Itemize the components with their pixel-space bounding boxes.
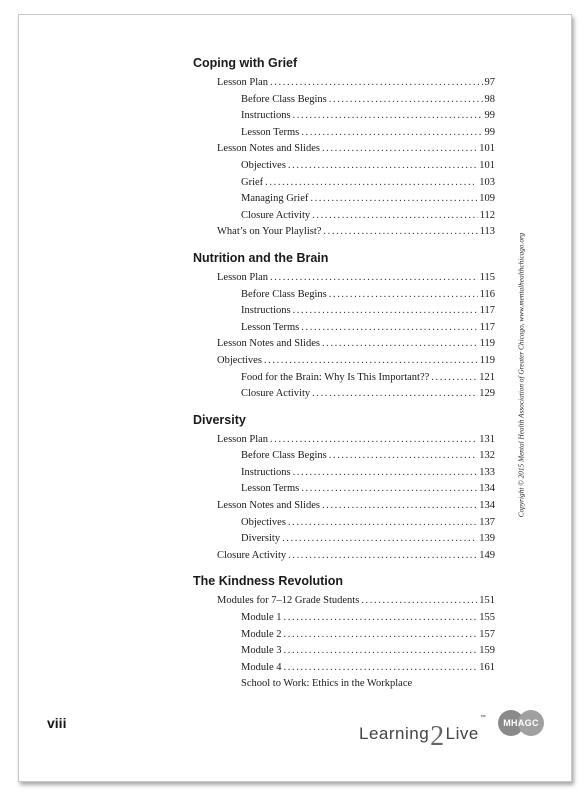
dot-leader bbox=[301, 320, 477, 337]
toc-entry bbox=[193, 353, 495, 370]
mhagc-logo bbox=[498, 709, 544, 737]
toc-entry-label: What’s on Your Playlist? bbox=[217, 226, 322, 238]
toc-entry-page: 137 bbox=[479, 516, 495, 528]
toc-entry-label: Lesson Terms bbox=[241, 126, 300, 138]
toc-entry-page: 99 bbox=[484, 126, 495, 138]
dot-leader bbox=[329, 287, 478, 304]
toc-entry bbox=[193, 303, 495, 320]
toc-entry-page: 113 bbox=[479, 226, 495, 238]
toc-entry-page: 109 bbox=[479, 193, 495, 205]
toc-entry-label: Module 4 bbox=[241, 661, 282, 673]
dot-leader bbox=[284, 660, 478, 677]
toc-entry-label: Objectives bbox=[217, 354, 262, 366]
dot-leader bbox=[284, 643, 478, 660]
toc-entry-page: 116 bbox=[479, 288, 495, 300]
toc-entry bbox=[193, 643, 495, 660]
toc-entry bbox=[193, 158, 495, 175]
dot-leader bbox=[323, 224, 477, 241]
dot-leader bbox=[270, 270, 478, 287]
table-of-contents bbox=[193, 55, 495, 702]
toc-entry-label: Food for the Brain: Why Is This Important?? bbox=[241, 371, 430, 383]
toc-entry-label: Closure Activity bbox=[241, 209, 311, 221]
toc-entry-label: Lesson Notes and Slides bbox=[217, 143, 320, 155]
dot-leader bbox=[301, 481, 477, 498]
mhagc-logo-text: MHAGC bbox=[503, 718, 539, 728]
toc-entry-page: 98 bbox=[484, 93, 495, 105]
dot-leader bbox=[361, 593, 477, 610]
dot-leader bbox=[312, 386, 477, 403]
toc-entry bbox=[193, 386, 495, 403]
toc-entry bbox=[193, 515, 495, 532]
toc-entry-page: 149 bbox=[479, 549, 495, 561]
toc-section bbox=[193, 55, 495, 241]
toc-entry-page: 134 bbox=[479, 483, 495, 495]
toc-entry bbox=[193, 75, 495, 92]
section-title: Diversity bbox=[193, 412, 246, 427]
toc-entry-page: 161 bbox=[479, 661, 495, 673]
toc-entry-label: Lesson Plan bbox=[217, 77, 269, 88]
toc-entry-page: 103 bbox=[479, 176, 495, 188]
toc-entry-page: 159 bbox=[479, 645, 495, 657]
dot-leader bbox=[282, 531, 477, 548]
dot-leader bbox=[329, 448, 478, 465]
toc-section bbox=[193, 412, 495, 565]
toc-entry-label: Objectives bbox=[241, 516, 286, 528]
toc-entry bbox=[193, 336, 495, 353]
dot-leader bbox=[284, 627, 478, 644]
toc-entry-label: Lesson Plan bbox=[217, 433, 269, 445]
toc-entry-page: 117 bbox=[479, 305, 495, 317]
toc-entry-page: 99 bbox=[484, 110, 495, 122]
toc-entry-page: 117 bbox=[479, 321, 495, 333]
toc-entry-label: Lesson Terms bbox=[241, 483, 300, 495]
toc-section bbox=[193, 250, 495, 403]
dot-leader bbox=[264, 353, 478, 370]
toc-entry-label: Module 2 bbox=[241, 628, 282, 640]
section-title: Coping with Grief bbox=[193, 56, 298, 70]
toc-entry-label: Lesson Notes and Slides bbox=[217, 338, 320, 350]
logo-number: 2 bbox=[430, 721, 445, 752]
toc-entry-page: 131 bbox=[479, 433, 495, 445]
toc-entry-page: 119 bbox=[479, 354, 495, 366]
toc-entry bbox=[193, 92, 495, 109]
toc-entry-page: 129 bbox=[479, 388, 495, 400]
dot-leader bbox=[284, 610, 478, 627]
dot-leader bbox=[293, 303, 478, 320]
dot-leader bbox=[288, 158, 477, 175]
toc-entry-page: 119 bbox=[479, 338, 495, 350]
toc-entry bbox=[193, 175, 495, 192]
toc-entry-page: 133 bbox=[479, 466, 495, 478]
toc-entry-label: Before Class Begins bbox=[241, 450, 327, 462]
toc-entry-label: Instructions bbox=[241, 110, 291, 122]
toc-entry-label: Before Class Begins bbox=[241, 288, 327, 300]
toc-entry-label: Instructions bbox=[241, 305, 291, 317]
toc-entry-label: Objectives bbox=[241, 159, 286, 171]
toc-entry bbox=[193, 320, 495, 337]
dot-leader bbox=[322, 498, 477, 515]
toc-entry-label: School to Work: Ethics in the Workplace bbox=[241, 678, 413, 690]
toc-entry bbox=[193, 448, 495, 465]
toc-entry-page: 139 bbox=[479, 533, 495, 545]
toc-entry bbox=[193, 676, 495, 693]
toc-entry bbox=[193, 208, 495, 225]
toc-entry bbox=[193, 481, 495, 498]
toc-entry-label: Grief bbox=[241, 176, 264, 188]
dot-leader bbox=[270, 75, 482, 92]
toc-entry-page: 97 bbox=[484, 77, 495, 88]
toc-entry bbox=[193, 627, 495, 644]
dot-leader bbox=[288, 548, 477, 565]
logo-trademark: ™ bbox=[479, 715, 487, 721]
section-title: Nutrition and the Brain bbox=[193, 250, 329, 265]
toc-entry-page: 134 bbox=[479, 500, 495, 512]
toc-entry-page: 132 bbox=[479, 450, 495, 462]
toc-entry bbox=[193, 108, 495, 125]
toc-entry-label: Modules for 7–12 Grade Students bbox=[217, 595, 360, 607]
dot-leader bbox=[293, 465, 478, 482]
toc-entry bbox=[193, 610, 495, 627]
toc-entry bbox=[193, 125, 495, 142]
toc-entry bbox=[193, 660, 495, 677]
toc-entry-label: Lesson Terms bbox=[241, 321, 300, 333]
dot-leader bbox=[293, 108, 483, 125]
toc-entry bbox=[193, 270, 495, 287]
toc-entry-label: Closure Activity bbox=[241, 388, 311, 400]
toc-entry-page: 151 bbox=[479, 595, 495, 607]
toc-entry-page: 112 bbox=[479, 209, 495, 221]
toc-entry-label: Module 3 bbox=[241, 645, 282, 657]
toc-entry-label: Closure Activity bbox=[217, 549, 287, 561]
toc-entry-label: Module 1 bbox=[241, 612, 282, 624]
dot-leader bbox=[329, 92, 483, 109]
toc-entry-label: Diversity bbox=[241, 533, 281, 545]
toc-section bbox=[193, 573, 495, 693]
toc-entry-label: Instructions bbox=[241, 466, 291, 478]
dot-leader bbox=[301, 125, 482, 142]
learning-2-live-logo bbox=[359, 715, 487, 752]
toc-entry bbox=[193, 531, 495, 548]
toc-entry bbox=[193, 224, 495, 241]
dot-leader bbox=[265, 175, 477, 192]
dot-leader bbox=[322, 336, 478, 353]
toc-entry-label: Managing Grief bbox=[241, 193, 309, 205]
dot-leader bbox=[270, 432, 477, 449]
toc-entry-label: Lesson Notes and Slides bbox=[217, 500, 320, 512]
toc-entry bbox=[193, 287, 495, 304]
logo-word-live: Live bbox=[445, 724, 479, 743]
copyright-text: Copyright © 2015 Mental Health Association of Greater Chicago, www.mentalhealthchicago.org bbox=[516, 232, 526, 518]
toc-entry-page: 155 bbox=[479, 612, 495, 624]
dot-leader bbox=[288, 515, 477, 532]
logo-word-learning: Learning bbox=[359, 724, 430, 743]
dot-leader bbox=[431, 370, 477, 387]
toc-entry bbox=[193, 465, 495, 482]
toc-entry bbox=[193, 593, 495, 610]
toc-entry-page: 121 bbox=[479, 371, 495, 383]
dot-leader bbox=[310, 191, 477, 208]
toc-entry-label: Before Class Begins bbox=[241, 93, 327, 105]
toc-entry bbox=[193, 370, 495, 387]
toc-entry bbox=[193, 432, 495, 449]
toc-entry-label: Lesson Plan bbox=[217, 271, 269, 283]
document-page bbox=[18, 14, 572, 782]
page-number: viii bbox=[47, 715, 67, 731]
section-title: The Kindness Revolution bbox=[193, 574, 344, 589]
toc-entry-page: 101 bbox=[479, 143, 495, 155]
toc-entry-page: 115 bbox=[479, 271, 495, 283]
toc-entry bbox=[193, 141, 495, 158]
dot-leader bbox=[322, 141, 477, 158]
dot-leader bbox=[312, 208, 478, 225]
toc-entry bbox=[193, 548, 495, 565]
toc-entry bbox=[193, 498, 495, 515]
toc-entry bbox=[193, 191, 495, 208]
toc-entry-page: 101 bbox=[479, 159, 495, 171]
toc-entry-page: 157 bbox=[479, 628, 495, 640]
